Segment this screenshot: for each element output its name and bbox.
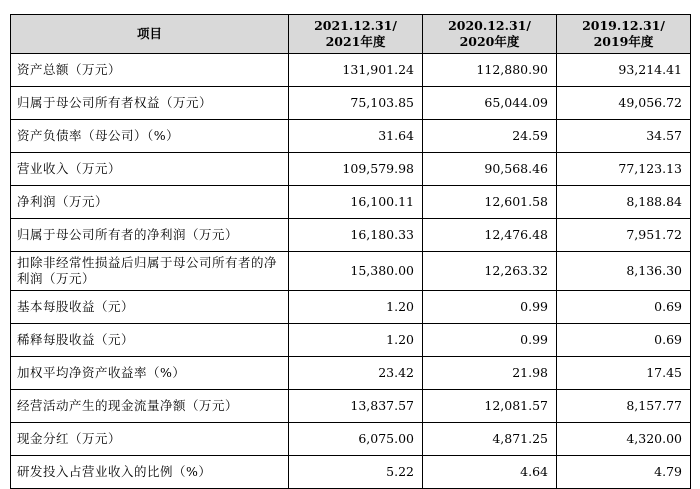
row-value: 90,568.46: [423, 153, 557, 186]
table-row: [11, 186, 691, 219]
row-label: 资产总额（万元）: [11, 54, 289, 87]
row-value: 16,180.33: [289, 219, 423, 252]
table-body: [11, 54, 691, 489]
table-row: [11, 219, 691, 252]
row-value: 8,157.77: [557, 390, 691, 423]
row-value: 12,081.57: [423, 390, 557, 423]
row-value: 93,214.41: [557, 54, 691, 87]
row-value: 8,188.84: [557, 186, 691, 219]
row-value: 34.57: [557, 120, 691, 153]
header-2020-year: 2020年度: [459, 34, 520, 49]
row-value: 15,380.00: [289, 252, 423, 291]
table-row: [11, 423, 691, 456]
header-item-label: 项目: [136, 26, 162, 41]
row-value: 12,476.48: [423, 219, 557, 252]
row-value: 0.99: [423, 324, 557, 357]
row-label: 稀释每股收益（元）: [11, 324, 289, 357]
header-2021: [289, 15, 423, 54]
row-label: 归属于母公司所有者权益（万元）: [11, 87, 289, 120]
row-value: 13,837.57: [289, 390, 423, 423]
row-value: 131,901.24: [289, 54, 423, 87]
header-row: [11, 15, 691, 54]
row-label: 扣除非经常性损益后归属于母公司所有者的净利润（万元）: [11, 252, 289, 291]
row-value: 4.64: [423, 456, 557, 489]
row-value: 21.98: [423, 357, 557, 390]
row-value: 4,320.00: [557, 423, 691, 456]
row-value: 49,056.72: [557, 87, 691, 120]
row-value: 31.64: [289, 120, 423, 153]
row-value: 1.20: [289, 324, 423, 357]
header-2019: [557, 15, 691, 54]
row-value: 65,044.09: [423, 87, 557, 120]
row-value: 4.79: [557, 456, 691, 489]
row-value: 5.22: [289, 456, 423, 489]
row-value: 77,123.13: [557, 153, 691, 186]
row-label: 资产负债率（母公司）（%）: [11, 120, 289, 153]
table-row: [11, 456, 691, 489]
row-value: 1.20: [289, 291, 423, 324]
row-value: 112,880.90: [423, 54, 557, 87]
row-label: 净利润（万元）: [11, 186, 289, 219]
row-label: 现金分红（万元）: [11, 423, 289, 456]
table-row: [11, 390, 691, 423]
header-item: [11, 15, 289, 54]
row-label: 营业收入（万元）: [11, 153, 289, 186]
row-value: 0.99: [423, 291, 557, 324]
financial-summary-table: [10, 14, 691, 489]
row-value: 17.45: [557, 357, 691, 390]
row-value: 75,103.85: [289, 87, 423, 120]
table-row: [11, 291, 691, 324]
row-value: 109,579.98: [289, 153, 423, 186]
table-row: [11, 54, 691, 87]
table-row: [11, 87, 691, 120]
row-value: 0.69: [557, 324, 691, 357]
header-2020: [423, 15, 557, 54]
table-row: [11, 120, 691, 153]
table-row: [11, 153, 691, 186]
row-label: 经营活动产生的现金流量净额（万元）: [11, 390, 289, 423]
row-value: 23.42: [289, 357, 423, 390]
row-value: 12,601.58: [423, 186, 557, 219]
row-value: 16,100.11: [289, 186, 423, 219]
header-2019-date: 2019.12.31/: [582, 18, 665, 33]
row-value: 12,263.32: [423, 252, 557, 291]
header-2019-year: 2019年度: [593, 34, 654, 49]
row-value: 24.59: [423, 120, 557, 153]
row-label: 归属于母公司所有者的净利润（万元）: [11, 219, 289, 252]
header-2021-year: 2021年度: [325, 34, 386, 49]
row-value: 7,951.72: [557, 219, 691, 252]
row-value: 8,136.30: [557, 252, 691, 291]
header-2021-date: 2021.12.31/: [314, 18, 397, 33]
row-value: 0.69: [557, 291, 691, 324]
table-header: [11, 15, 691, 54]
table-row: [11, 357, 691, 390]
row-label: 加权平均净资产收益率（%）: [11, 357, 289, 390]
row-label: 研发投入占营业收入的比例（%）: [11, 456, 289, 489]
table-row: [11, 324, 691, 357]
row-value: 6,075.00: [289, 423, 423, 456]
row-value: 4,871.25: [423, 423, 557, 456]
table-row: [11, 252, 691, 291]
header-2020-date: 2020.12.31/: [448, 18, 531, 33]
row-label: 基本每股收益（元）: [11, 291, 289, 324]
